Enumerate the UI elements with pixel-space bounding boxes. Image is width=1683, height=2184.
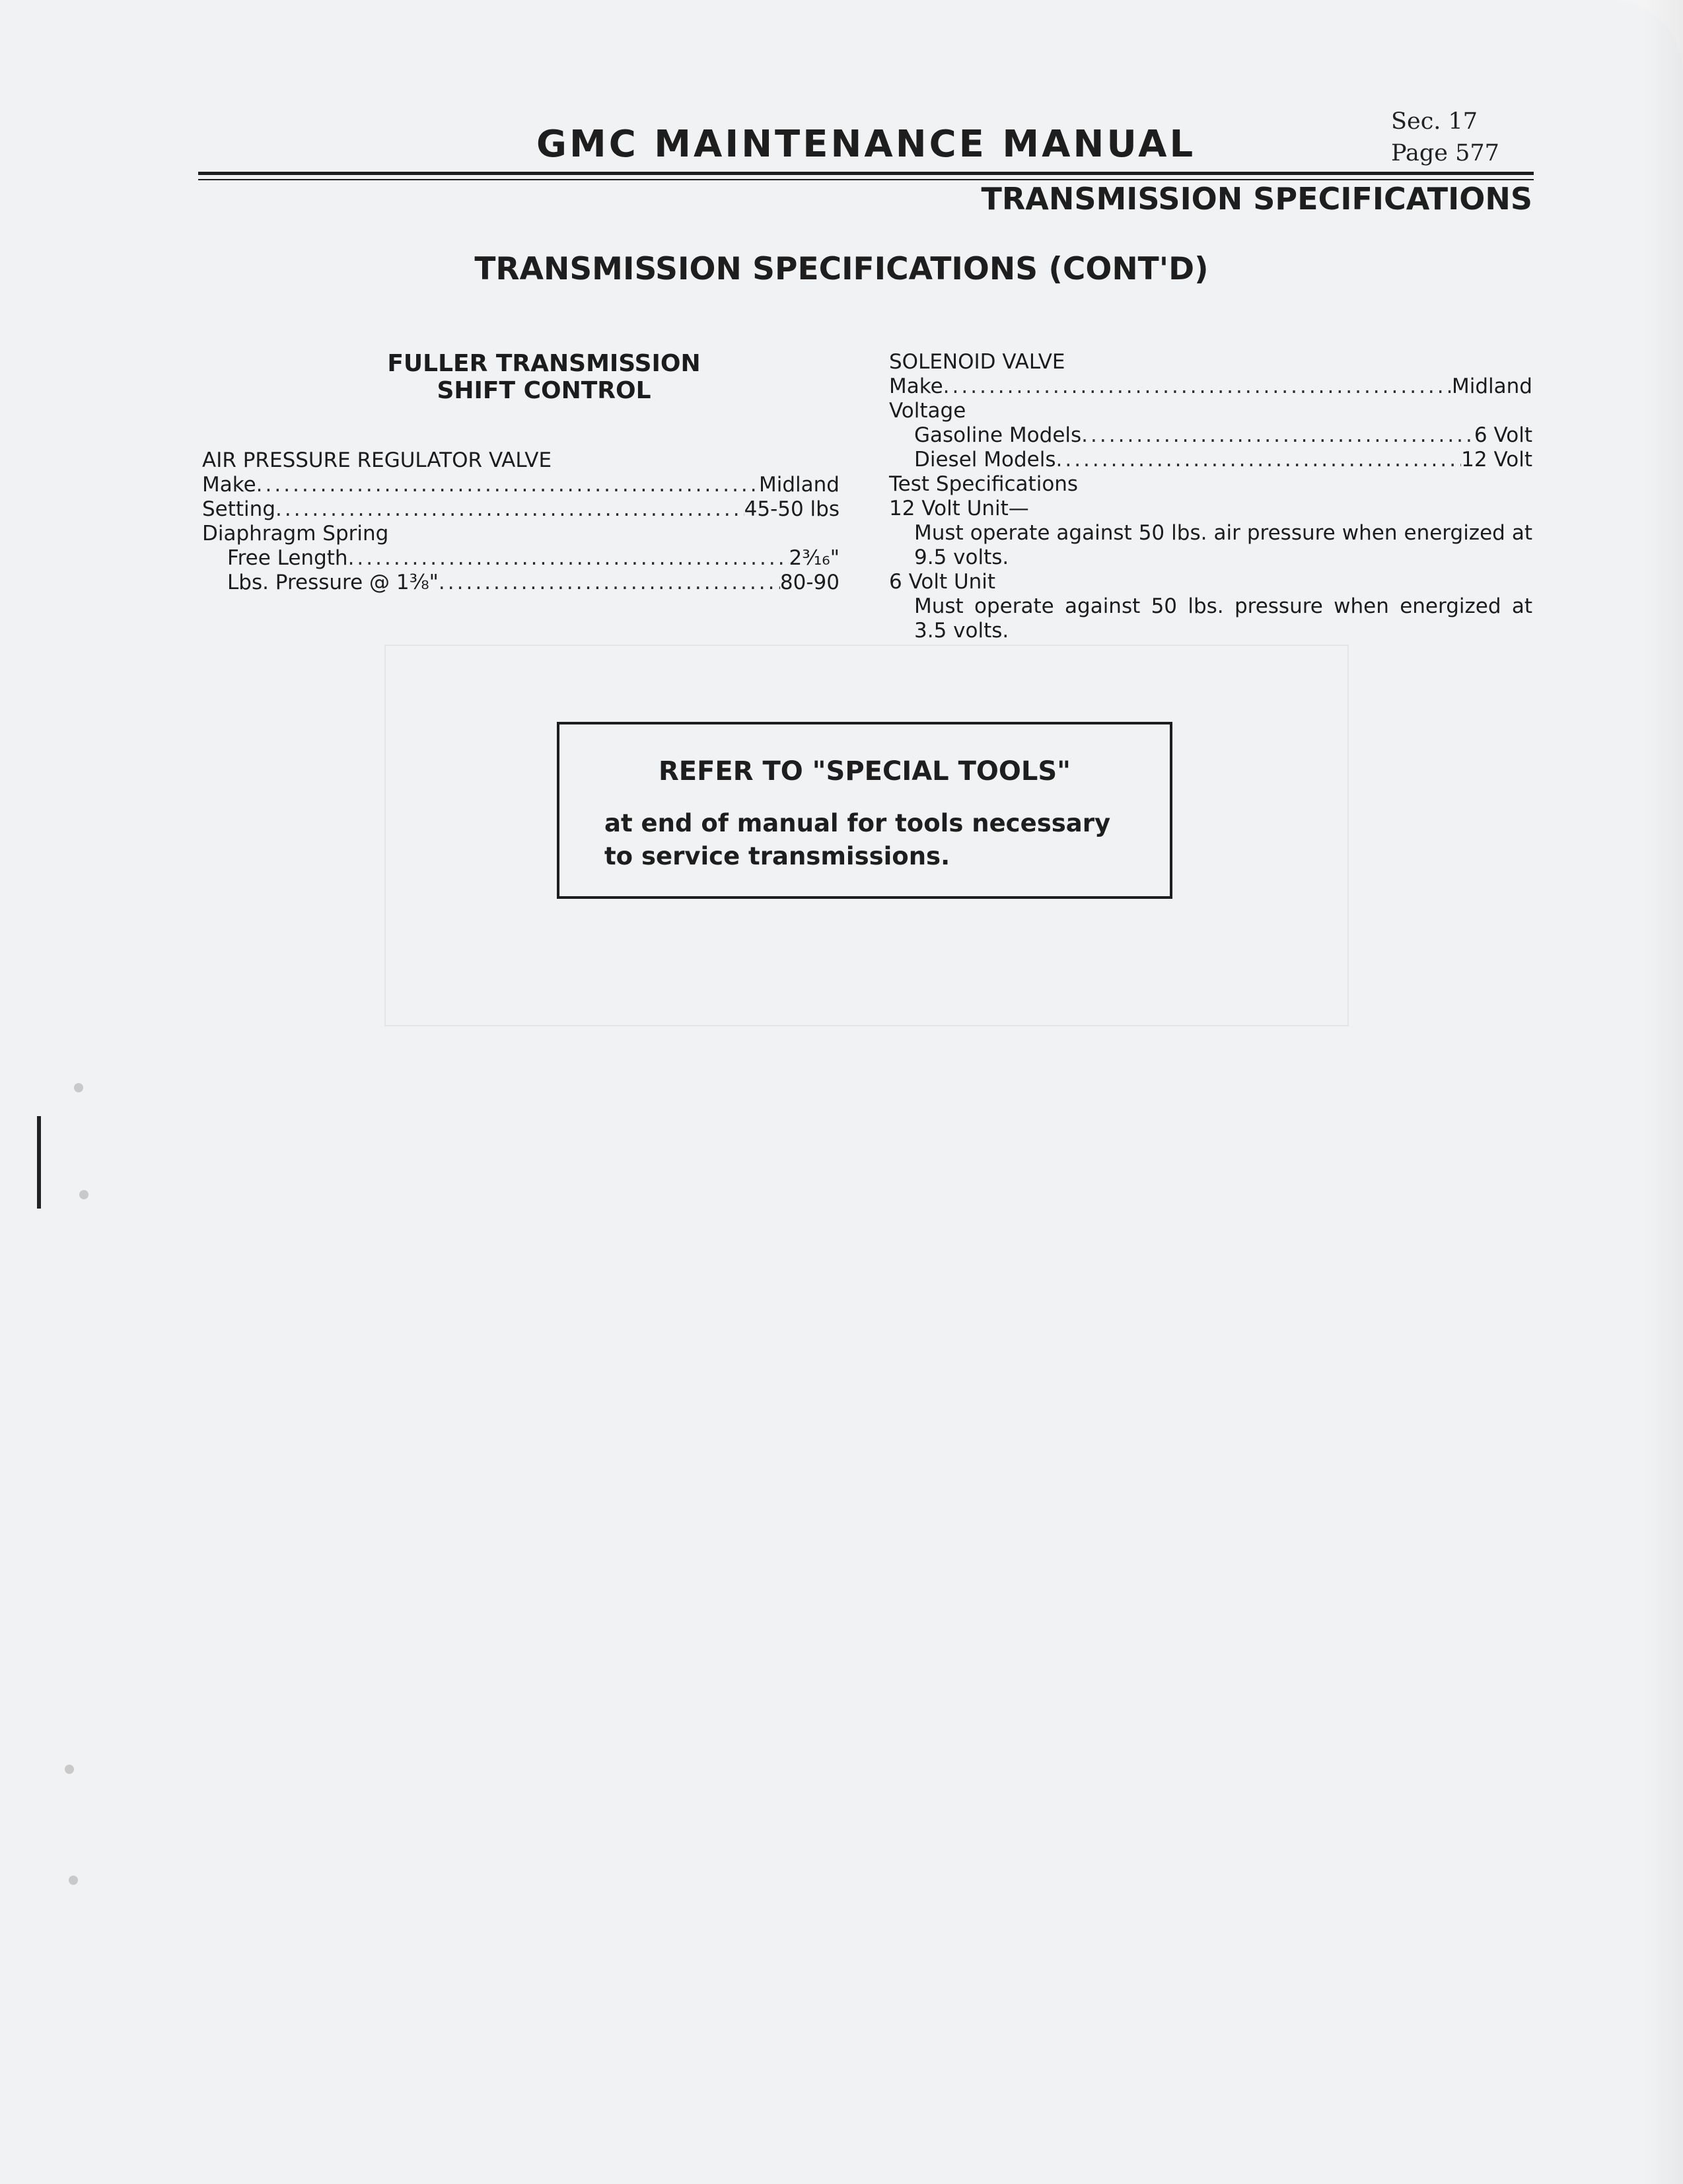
binder-mark	[37, 1116, 41, 1209]
special-tools-callout	[557, 722, 1172, 899]
section-page-block	[1391, 106, 1499, 169]
solenoid-valve-title: SOLENOID VALVE	[889, 350, 1065, 374]
dot-leader	[348, 546, 789, 571]
header-rule-thin	[198, 179, 1534, 180]
left-column	[202, 350, 840, 595]
spec-value: 12 Volt	[1461, 448, 1532, 472]
spec-label: Lbs. Pressure @ 1⅜"	[227, 571, 439, 594]
dot-leader	[256, 473, 759, 497]
left-subheading-line1: FULLER TRANSMISSION	[387, 350, 701, 377]
dot-leader	[439, 571, 780, 595]
spec-row	[889, 448, 1532, 472]
right-column	[889, 350, 1532, 643]
section-number: Sec. 17	[1391, 108, 1478, 135]
spec-label: Setting	[202, 497, 275, 521]
callout-title: REFER TO "SPECIAL TOOLS"	[658, 756, 1071, 787]
unit-6-volt-title: 6 Volt Unit	[889, 570, 996, 594]
spec-row	[202, 497, 840, 522]
spec-label: Free Length	[227, 546, 348, 570]
page-number: Page 577	[1391, 140, 1499, 166]
page-edge-shadow	[1643, 0, 1683, 2184]
spec-value: Midland	[1452, 374, 1532, 398]
punch-hole	[79, 1190, 89, 1199]
spec-label: Diesel Models	[914, 448, 1056, 472]
punch-hole	[69, 1876, 78, 1885]
test-specifications-title: Test Specifications	[889, 472, 1079, 496]
spec-label: Make	[889, 374, 943, 398]
spec-value: 45-50 lbs	[744, 497, 840, 521]
unit-6-volt-text: Must operate against 50 lbs. pressure when energized at 3.5 volts.	[914, 594, 1532, 643]
left-subheading-line2: SHIFT CONTROL	[437, 377, 651, 404]
voltage-title: Voltage	[889, 399, 966, 423]
callout-line-2: to service transmissions.	[604, 842, 950, 870]
regulator-valve-title: AIR PRESSURE REGULATOR VALVE	[202, 448, 552, 472]
spec-value: 2³⁄₁₆"	[789, 546, 840, 570]
dot-leader	[943, 374, 1452, 399]
spec-value: 80-90	[779, 571, 840, 594]
callout-line-1: at end of manual for tools necessary	[604, 809, 1111, 837]
manual-title: GMC MAINTENANCE MANUAL	[536, 123, 1196, 166]
spec-label: Gasoline Models	[914, 423, 1082, 447]
punch-hole	[65, 1765, 74, 1774]
dot-leader	[1056, 448, 1461, 472]
dot-leader	[275, 497, 744, 522]
spec-value: 6 Volt	[1474, 423, 1532, 447]
spec-row	[202, 546, 840, 571]
diaphragm-spring-title: Diaphragm Spring	[202, 522, 389, 546]
unit-12-volt-title: 12 Volt Unit—	[889, 497, 1029, 520]
spec-row	[202, 571, 840, 595]
spec-row	[889, 374, 1532, 399]
page-heading: TRANSMISSION SPECIFICATIONS (CONT'D)	[474, 251, 1209, 287]
spec-label: Make	[202, 473, 256, 497]
spec-value: Midland	[759, 473, 840, 497]
section-name: TRANSMISSION SPECIFICATIONS	[981, 181, 1532, 217]
spec-row	[202, 473, 840, 497]
spec-row	[889, 423, 1532, 448]
punch-hole	[74, 1083, 83, 1092]
header-rule	[198, 172, 1534, 175]
unit-12-volt-text: Must operate against 50 lbs. air pressure when energized at 9.5 volts.	[914, 521, 1532, 569]
callout-body	[604, 807, 1146, 873]
dot-leader	[1081, 423, 1474, 448]
